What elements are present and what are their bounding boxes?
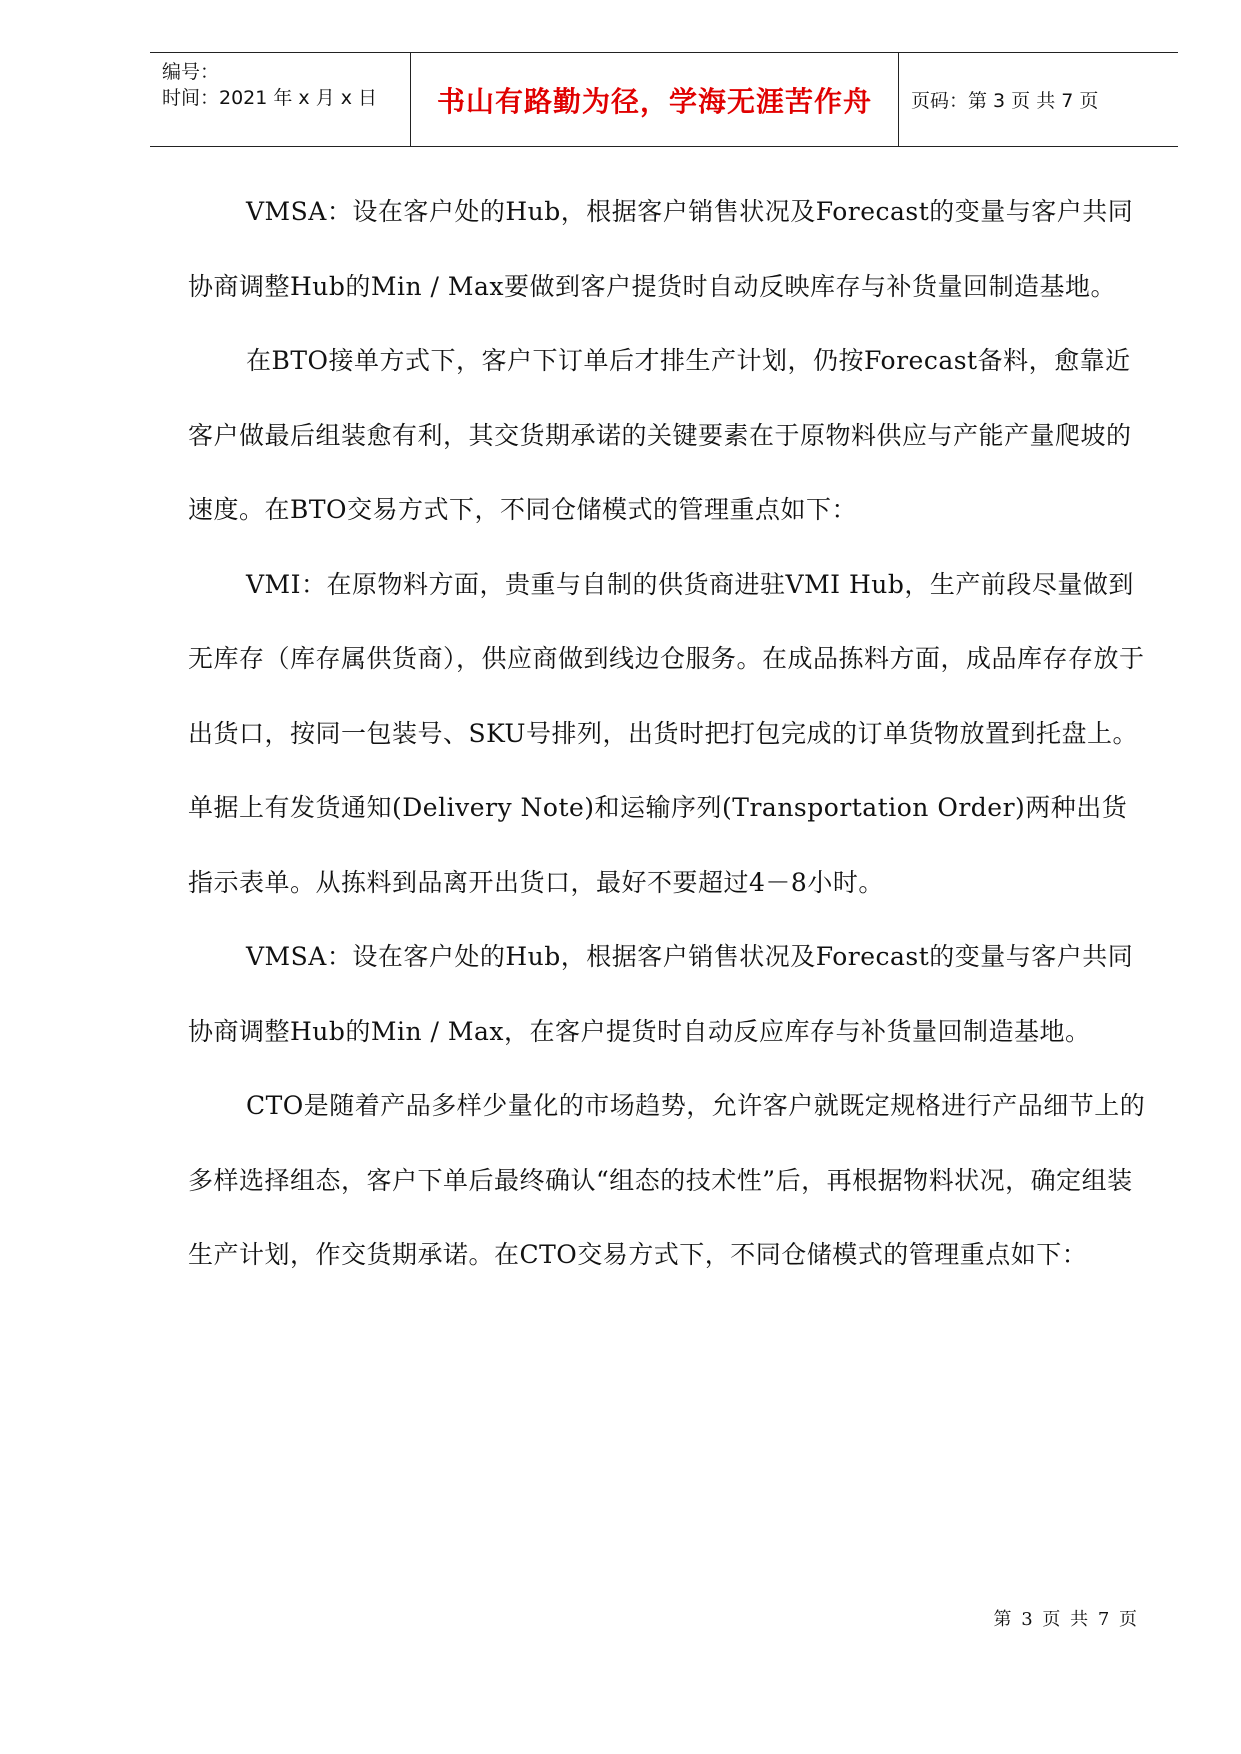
- header-motto: 书山有路勤为径，学海无涯苦作舟: [410, 53, 899, 146]
- paragraph: VMI：在原物料方面，贵重与自制的供货商进驻VMI Hub，生产前段尽量做到无库存（库存属供货商），供应商做到线边仓服务。在成品拣料方面，成品库存存放于出货口，按同一包装号、SKU号排列，出货时把打包完成的订单货物放置到托盘上。单据上有发货通知(Delivery Note)和运输序列(Transportation Order)两种出货指示表单。从拣料到品离开出货口，最好不要超过4－8小时。: [188, 569, 1145, 897]
- document-body: [188, 175, 1148, 1293]
- header-page-info: 页码：第 3 页 共 7 页: [911, 90, 1099, 112]
- header-meta: [150, 53, 410, 146]
- paragraph: 在BTO接单方式下，客户下订单后才排生产计划，仍按Forecast备料，愈靠近客户做最后组装愈有利，其交货期承诺的关键要素在于原物料供应与产能产量爬坡的速度。在BTO交易方式下，不同仓储模式的管理重点如下：: [188, 346, 1132, 524]
- page-footer: 第 3 页 共 7 页: [993, 1609, 1139, 1630]
- paragraph: VMSA：设在客户处的Hub，根据客户销售状况及Forecast的变量与客户共同协商调整Hub的Min / Max，在客户提货时自动反应库存与补货量回制造基地。: [188, 942, 1134, 1046]
- document-date: 时间：2021 年 x 月 x 日: [162, 87, 378, 109]
- paragraph: VMSA：设在客户处的Hub，根据客户销售状况及Forecast的变量与客户共同协商调整Hub的Min / Max要做到客户提货时自动反映库存与补货量回制造基地。: [188, 197, 1134, 301]
- page-header: [150, 52, 1178, 147]
- document-code-label: 编号：: [162, 61, 220, 83]
- paragraph: CTO是随着产品多样少量化的市场趋势，允许客户就既定规格进行产品细节上的多样选择组态，客户下单后最终确认“组态的技术性”后，再根据物料状况，确定组装生产计划，作交货期承诺。在CTO交易方式下，不同仓储模式的管理重点如下：: [188, 1091, 1146, 1269]
